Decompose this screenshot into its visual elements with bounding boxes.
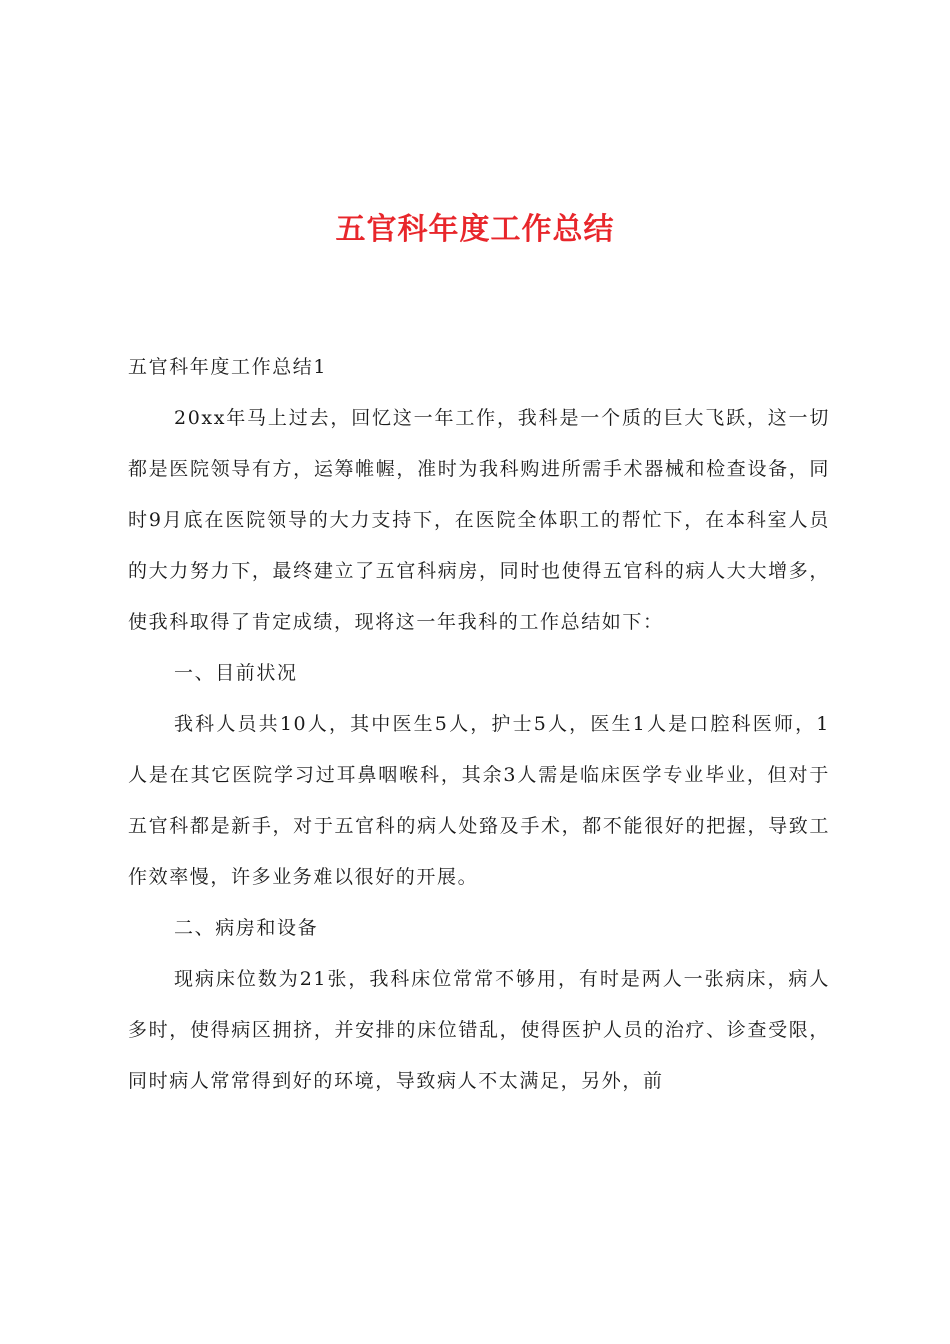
document-body [128, 342, 830, 1107]
section-heading-current-status: 一、目前状况 [174, 662, 298, 684]
staff-paragraph: 我科人员共10人，其中医生5人，护士5人，医生1人是口腔科医师，1人是在其它医院学习过耳鼻咽喉科，其余3人需是临床医学专业毕业，但对于五官科都是新手，对于五官科的病人处臵及手术，都不能很好的把握，导致工作效率慢，许多业务难以很好的开展。 [128, 713, 830, 888]
section-subtitle: 五官科年度工作总结1 [128, 356, 328, 378]
intro-paragraph: 20xx年马上过去，回忆这一年工作，我科是一个质的巨大飞跃，这一切都是医院领导有方，运筹帷幄，准时为我科购进所需手术器械和检查设备，同时9月底在医院领导的大力支持下，在医院全体职工的帮忙下，在本科室人员的大力努力下，最终建立了五官科病房，同时也使得五官科的病人大大增多，使我科取得了肯定成绩，现将这一年我科的工作总结如下： [128, 407, 830, 633]
document-title: 五官科年度工作总结 [335, 212, 615, 247]
section-heading-ward-equipment: 二、病房和设备 [174, 917, 319, 939]
ward-paragraph: 现病床位数为21张，我科床位常常不够用，有时是两人一张病床，病人多时，使得病区拥挤，并安排的床位错乱，使得医护人员的治疗、诊查受限，同时病人常常得到好的环境，导致病人不太满足，另外，前 [128, 968, 830, 1092]
